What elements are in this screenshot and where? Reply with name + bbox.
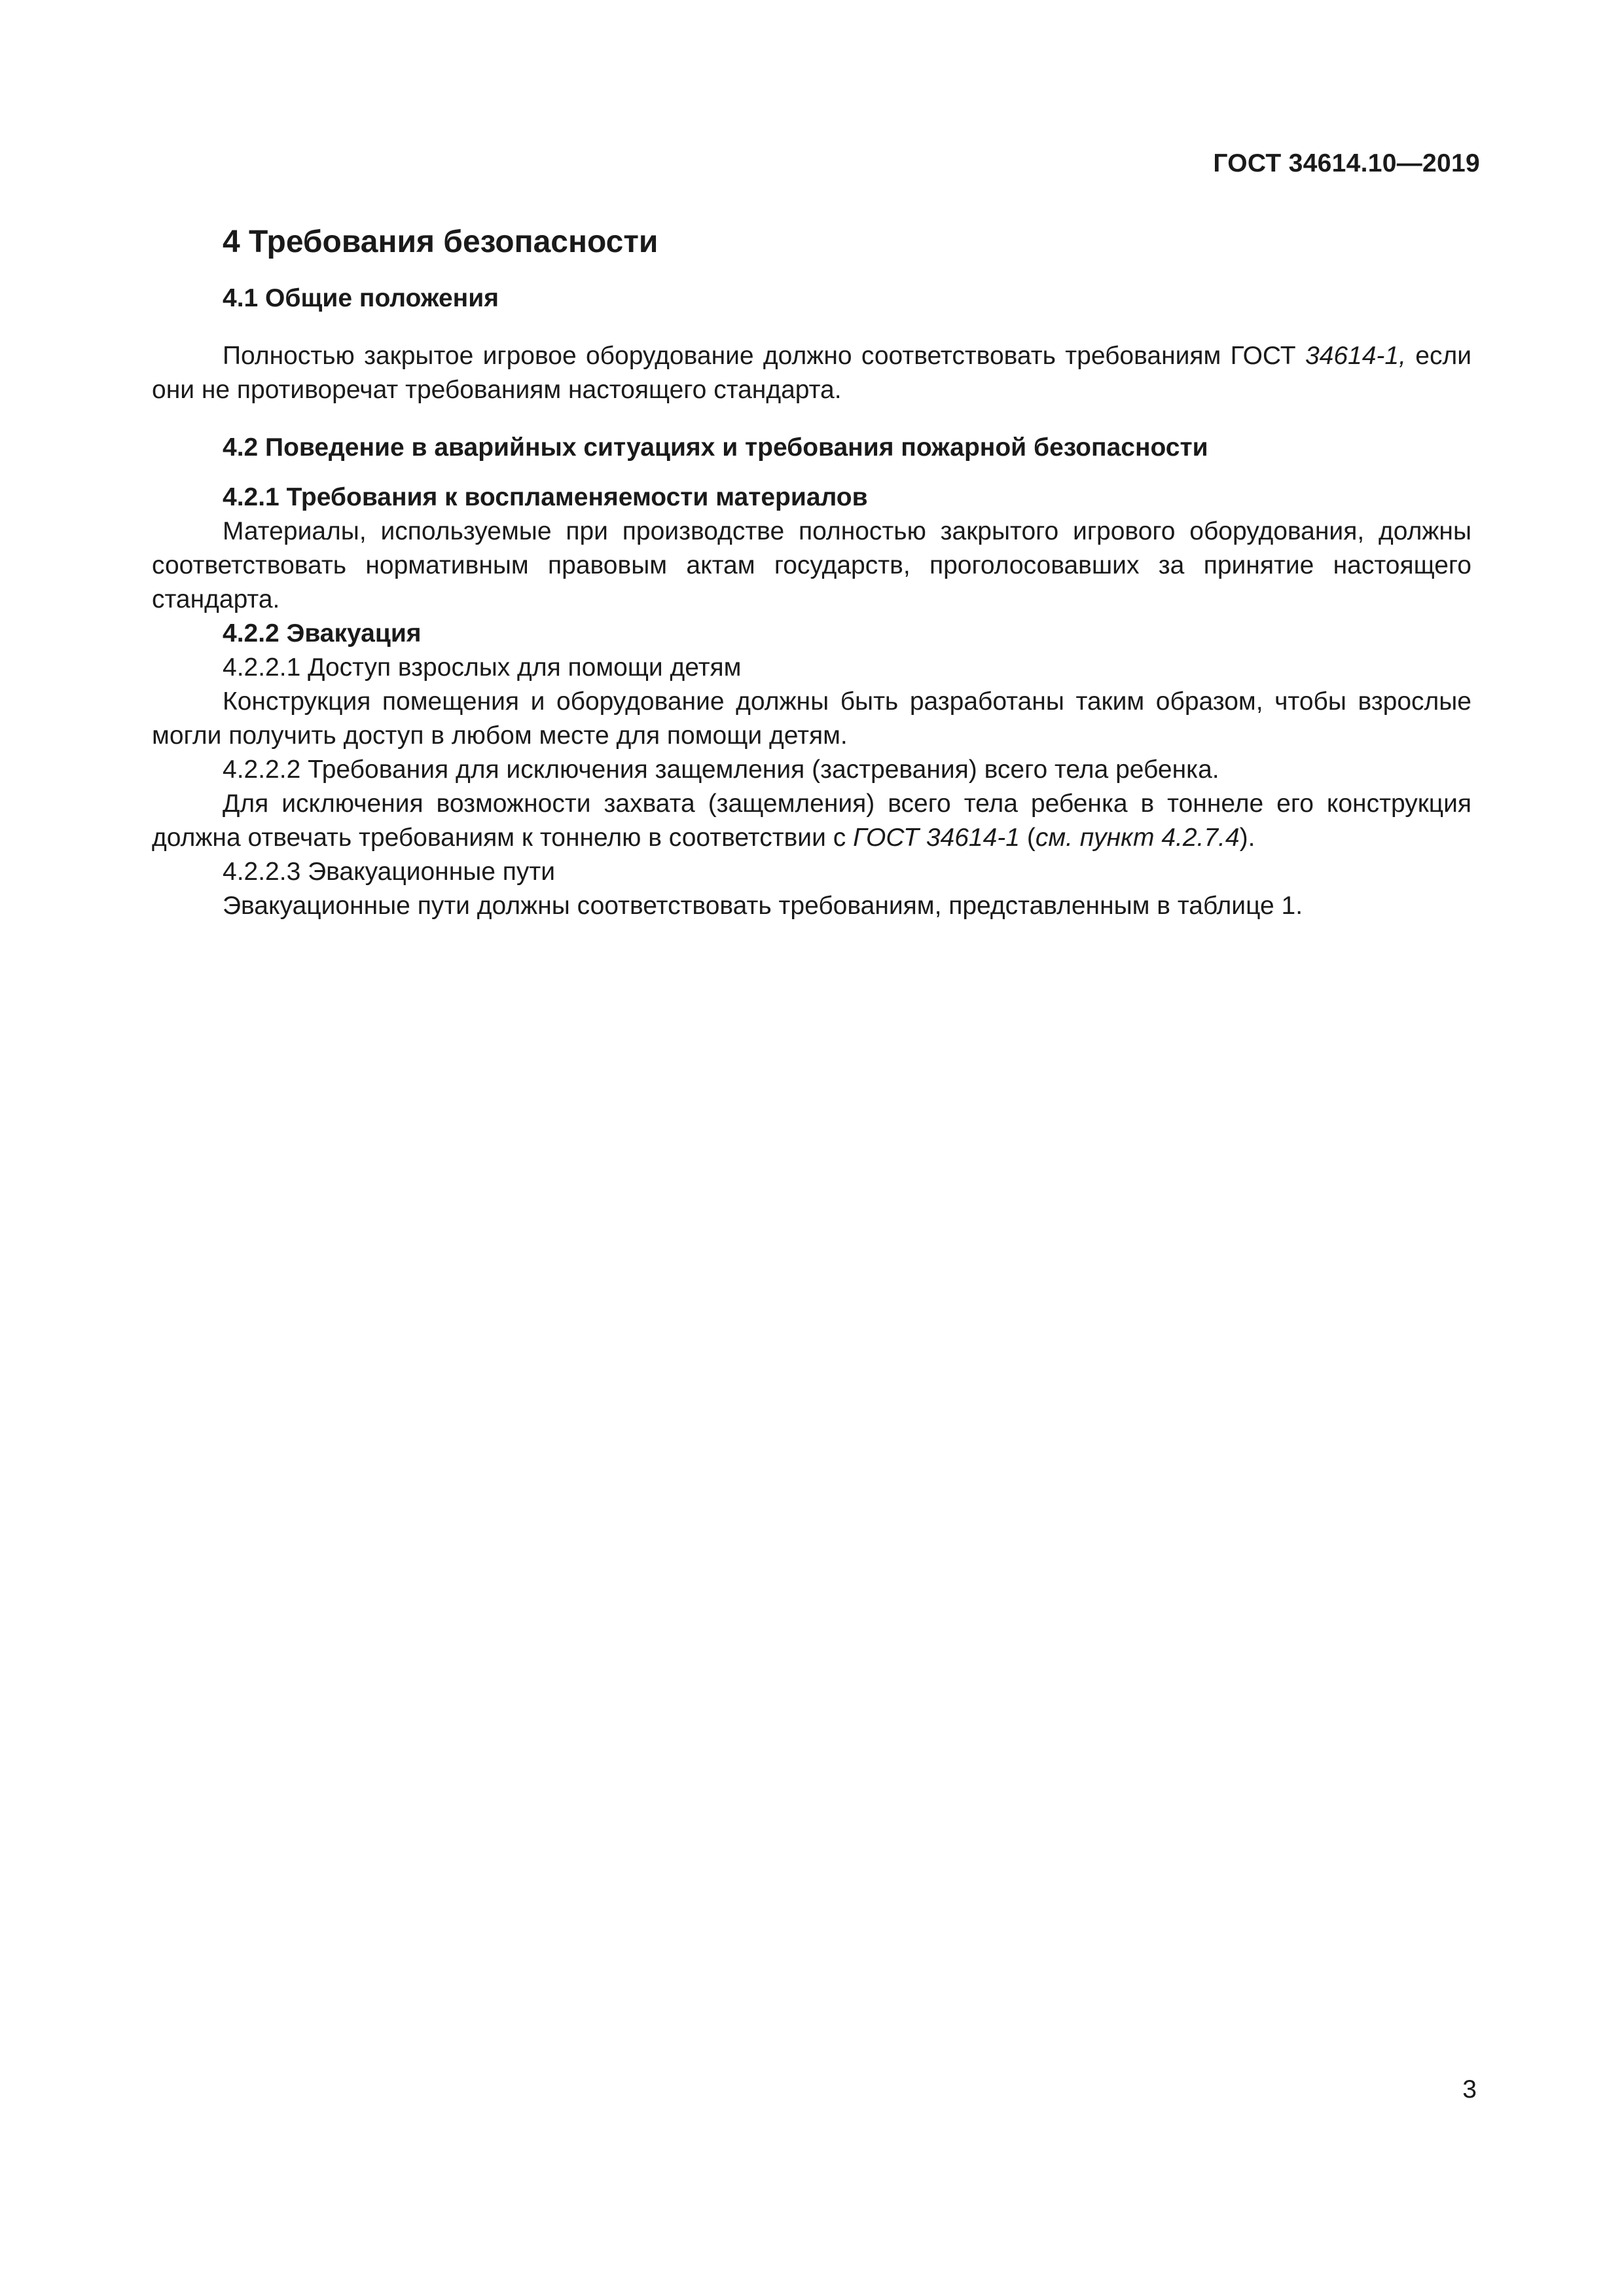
gost-reference: 34614-1, [1305,342,1406,370]
document-body [152,223,1471,923]
document-header-id: ГОСТ 34614.10—2019 [1213,149,1480,177]
page-number: 3 [1462,2075,1477,2104]
section-4-1-text-b: если они не противоречат требованиям настоящего стандарта. [152,342,1471,404]
section-4-1-text-a: Полностью закрытое игровое оборудование должно соответствовать требованиям ГОСТ [223,342,1305,370]
section-4-2-1-paragraph: Материалы, используемые при производстве полностью закрытого игрового оборудования, должны соответствовать нормативным правовым актам государств, проголосовавших за принятие настоящего стандарта. [152,517,1471,613]
section-4-heading: 4 Требования безопасности [223,225,659,259]
section-4-2-2-3-heading: 4.2.2.3 Эвакуационные пути [223,858,556,886]
section-4-2-2-2-text-c: ). [1239,824,1255,852]
section-4-2-2-1-paragraph: Конструкция помещения и оборудование должны быть разработаны таким образом, чтобы взрослые могли получить доступ в любом месте для помощи детям. [152,687,1471,750]
section-4-2-heading: 4.2 Поведение в аварийных ситуациях и требования пожарной безопасности [223,433,1208,462]
section-4-2-2-2-heading: 4.2.2.2 Требования для исключения защемления (застревания) всего тела ребенка. [223,756,1219,784]
section-4-1-paragraph [152,339,1471,407]
section-4-1-heading: 4.1 Общие положения [223,284,499,312]
section-4-2-2-1-heading: 4.2.2.1 Доступ взрослых для помощи детям [223,653,742,682]
section-4-2-2-3-paragraph: Эвакуационные пути должны соответствовать требованиям, представленным в таблице 1. [223,892,1303,920]
section-4-2-2-2-text-a: Для исключения возможности захвата (защемления) всего тела ребенка в тоннеле его конструкция должна отвечать требованиям к тоннелю в соответствии с [152,790,1471,852]
section-4-2-1-heading: 4.2.1 Требования к воспламеняемости материалов [223,483,868,511]
section-4-2-2-heading: 4.2.2 Эвакуация [223,619,422,647]
clause-reference: см. пункт 4.2.7.4 [1035,824,1240,852]
section-4-2-2-2-paragraph [152,787,1471,855]
section-4-2-2-2-text-b: ( [1019,824,1036,852]
gost-reference: ГОСТ 34614-1 [853,824,1020,852]
